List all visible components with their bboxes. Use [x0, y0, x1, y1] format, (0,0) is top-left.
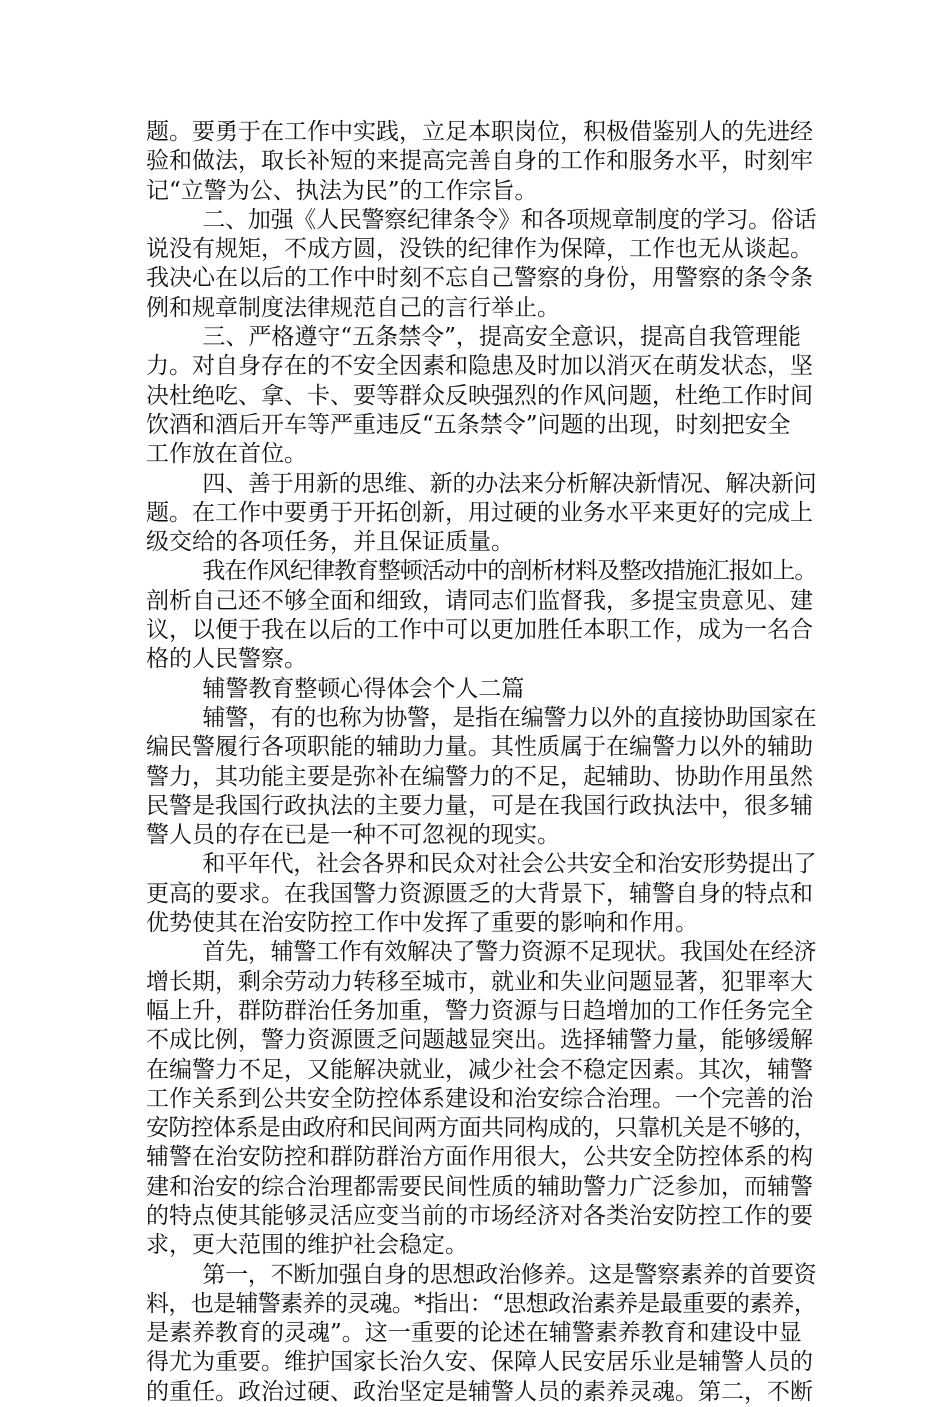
text-line: 在编警力不足，又能解决就业，减少社会不稳定因素。其次，辅警	[146, 1056, 813, 1083]
paragraph-new-thinking	[146, 470, 816, 558]
text-line: 题。在工作中要勇于开拓创新，用过硬的业务水平来更好的完成上	[146, 499, 813, 526]
text-line: 警人员的存在已是一种不可忽视的现实。	[146, 822, 560, 849]
paragraph-first-reason	[146, 938, 816, 1260]
text-line: 决杜绝吃、拿、卡、要等群众反映强烈的作风问题，杜绝工作时间	[146, 382, 813, 409]
text-line: 我在作风纪律教育整顿活动中的剖析材料及整改措施汇报如上。	[202, 558, 817, 585]
text-line: 民警是我国行政执法的主要力量，可是在我国行政执法中，很多辅	[146, 792, 813, 819]
text-line: 记“立警为公、执法为民”的工作宗旨。	[146, 177, 538, 204]
text-line: 饮酒和酒后开车等严重违反“五条禁令”问题的出现，时刻把安全	[146, 411, 791, 438]
text-line: 我决心在以后的工作中时刻不忘自己警察的身份，用警察的条令条	[146, 265, 813, 292]
text-line: 力。对自身存在的不安全因素和隐患及时加以消灭在萌发状态，坚	[146, 353, 813, 380]
text-line: 工作放在首位。	[146, 441, 307, 468]
text-line: 工作关系到公共安全防控体系建设和治安综合治理。一个完善的治	[146, 1085, 813, 1112]
text-line: 优势使其在治安防控工作中发挥了重要的影响和作用。	[146, 910, 698, 937]
text-line: 格的人民警察。	[146, 646, 307, 673]
text-line: 第一，不断加强自身的思想政治修养。这是警察素养的首要资	[202, 1261, 817, 1288]
text-line: 二、加强《人民警察纪律条令》和各项规章制度的学习。俗话	[202, 206, 817, 233]
text-line: 建和治安的综合治理都需要民间性质的辅助警力广泛参加，而辅警	[146, 1173, 813, 1200]
paragraph-discipline-regulations	[146, 206, 816, 323]
text-line: 求，更大范围的维护社会稳定。	[146, 1232, 468, 1259]
document-page	[146, 118, 816, 1407]
text-line: 剖析自己还不够全面和细致，请同志们监督我，多提宝贵意见、建	[146, 587, 813, 614]
text-line: 验和做法，取长补短的来提高完善自身的工作和服务水平，时刻牢	[146, 148, 813, 175]
paragraph-continuation	[146, 118, 816, 206]
text-line: 辅警，有的也称为协警，是指在编警力以外的直接协助国家在	[202, 704, 817, 731]
paragraph-auxiliary-police-definition	[146, 704, 816, 850]
paragraph-peacetime	[146, 850, 816, 938]
text-line: 辅警在治安防控和群防群治方面作用很大，公共安全防控体系的构	[146, 1144, 813, 1171]
text-line: 四、善于用新的思维、新的办法来分析解决新情况、解决新问	[202, 470, 817, 497]
text-line: 警力，其功能主要是弥补在编警力的不足，起辅助、协助作用虽然	[146, 763, 813, 790]
text-line: 幅上升，群防群治任务加重，警力资源与日趋增加的工作任务完全	[146, 997, 813, 1024]
text-line: 级交给的各项任务，并且保证质量。	[146, 529, 514, 556]
text-line: 首先，辅警工作有效解决了警力资源不足现状。我国处在经济	[202, 939, 817, 966]
text-line: 更高的要求。在我国警力资源匮乏的大背景下，辅警自身的特点和	[146, 880, 813, 907]
paragraph-five-prohibitions	[146, 323, 816, 469]
text-line: 得尤为重要。维护国家长治久安、保障人民安居乐业是辅警人员的	[146, 1349, 813, 1376]
text-line: 三、严格遵守“五条禁令”，提高安全意识，提高自我管理能	[202, 324, 801, 351]
text-line: 安防控体系是由政府和民间两方面共同构成的，只靠机关是不够的，	[146, 1115, 817, 1142]
text-line: 说没有规矩，不成方圆，没铁的纪律作为保障，工作也无从谈起。	[146, 236, 813, 263]
text-line: 的特点使其能够灵活应变当前的市场经济对各类治安防控工作的要	[146, 1202, 813, 1229]
text-line: 议，以便于我在以后的工作中可以更加胜任本职工作，成为一名合	[146, 617, 813, 644]
text-line: 的重任。政治过硬、政治坚定是辅警人员的素养灵魂。第二，不断	[146, 1378, 813, 1405]
text-line: 料，也是辅警素养的灵魂。*指出：“思想政治素养是最重要的素养，	[146, 1290, 817, 1317]
paragraph-political-cultivation	[146, 1261, 816, 1407]
text-line: 编民警履行各项职能的辅助力量。其性质属于在编警力以外的辅助	[146, 734, 813, 761]
text-line: 例和规章制度法律规范自己的言行举止。	[146, 294, 560, 321]
text-line: 和平年代，社会各界和民众对社会公共安全和治安形势提出了	[202, 851, 817, 878]
text-line: 增长期，剩余劳动力转移至城市，就业和失业问题显著，犯罪率大	[146, 968, 813, 995]
text-line: 是素养教育的灵魂”。这一重要的论述在辅警素养教育和建设中显	[146, 1320, 802, 1347]
section-heading	[146, 675, 816, 704]
text-line: 题。要勇于在工作中实践，立足本职岗位，积极借鉴别人的先进经	[146, 119, 813, 145]
section-heading-text: 辅警教育整顿心得体会个人二篇	[202, 675, 525, 702]
paragraph-summary-report	[146, 557, 816, 674]
text-line: 不成比例，警力资源匮乏问题越显突出。选择辅警力量，能够缓解	[146, 1027, 813, 1054]
